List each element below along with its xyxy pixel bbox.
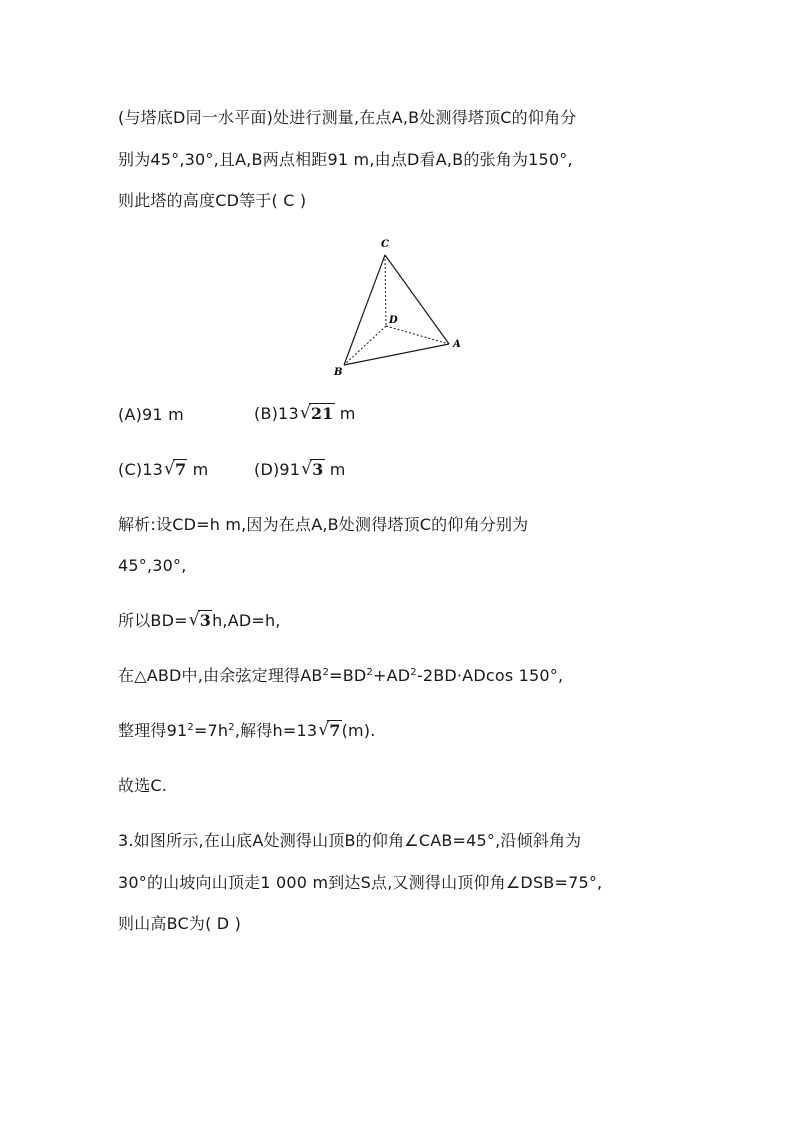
edge-da-hidden — [386, 326, 449, 344]
option-b-prefix: (B)13 — [254, 404, 299, 423]
problem2-line-3: 则此塔的高度CD等于( C ) — [118, 191, 307, 210]
option-b — [254, 402, 356, 425]
solution-line-3-prefix: 所以BD= — [118, 611, 188, 630]
tower-figure — [330, 236, 466, 378]
label-a: A — [453, 339, 461, 350]
edge-db-hidden — [344, 326, 386, 365]
sqrt-7: √ 7 — [164, 459, 187, 479]
simplify-7h: =7h — [193, 721, 229, 740]
option-d-radicand: 3 — [312, 460, 324, 479]
solution-line-5-radicand: 7 — [329, 721, 341, 740]
label-b: B — [334, 367, 343, 378]
square-91: 2 — [187, 722, 194, 733]
option-c — [118, 458, 208, 481]
solution-line-3-radicand: 3 — [199, 611, 212, 630]
option-b-radicand: 21 — [310, 404, 334, 423]
sqrt-3-bd: √ 3 — [188, 610, 212, 630]
label-c: C — [381, 239, 389, 250]
problem3-line-1: 3.如图所示,在山底A处测得山顶B的仰角∠CAB=45°,沿倾斜角为 — [118, 831, 582, 850]
solve-unit: (m). — [341, 721, 376, 740]
option-d-unit: m — [324, 460, 346, 479]
option-b-unit: m — [334, 404, 356, 423]
problem2-line-1: (与塔底D同一水平面)处进行测量,在点A,B处测得塔顶C的仰角分 — [118, 108, 577, 127]
problem2-line-2: 别为45°,30°,且A,B两点相距91 m,由点D看A,B的张角为150°, — [118, 150, 573, 169]
solution-line-5 — [118, 719, 376, 742]
edge-cd-hidden — [385, 255, 386, 326]
problem3-line-3: 则山高BC为( D ) — [118, 914, 242, 933]
edge-ca — [385, 255, 449, 344]
simplify-91: 整理得91 — [118, 721, 188, 740]
sqrt-21: √ 21 — [299, 403, 334, 423]
option-c-prefix: (C)13 — [118, 460, 164, 479]
option-d — [254, 458, 346, 481]
square-bd: 2 — [366, 667, 373, 678]
sqrt-7-h: √ 7 — [318, 720, 341, 740]
problem3-line-2: 30°的山坡向山顶走1 000 m到达S点,又测得山顶仰角∠DSB=75°, — [118, 873, 603, 892]
solution-line-4 — [118, 665, 563, 687]
solve-h: ,解得h=13 — [234, 721, 318, 740]
solution-line-3-suffix: h,AD=h, — [212, 611, 281, 630]
option-d-prefix: (D)91 — [254, 460, 301, 479]
cosine-law-ab: 在△ABD中,由余弦定理得AB — [118, 666, 323, 685]
tetrahedron-diagram — [330, 236, 466, 378]
solution-line-1: 解析:设CD=h m,因为在点A,B处测得塔顶C的仰角分别为 — [118, 515, 529, 534]
cosine-law-ad: +AD — [373, 666, 411, 685]
option-a: (A)91 m — [118, 405, 184, 424]
solution-line-2: 45°,30°, — [118, 556, 187, 575]
option-c-unit: m — [187, 460, 209, 479]
solution-line-3 — [118, 609, 281, 632]
edge-ba — [344, 344, 449, 365]
label-d: D — [389, 315, 398, 326]
option-c-radicand: 7 — [175, 460, 187, 479]
square-ab: 2 — [322, 667, 330, 678]
sqrt-3: √ 3 — [301, 459, 324, 479]
cosine-law-rest: -2BD·ADcos 150°, — [416, 666, 564, 685]
edge-cb — [344, 255, 385, 365]
cosine-law-bd: =BD — [329, 666, 367, 685]
square-ad: 2 — [410, 667, 417, 678]
solution-line-6: 故选C. — [118, 776, 168, 795]
square-h: 2 — [228, 722, 235, 733]
